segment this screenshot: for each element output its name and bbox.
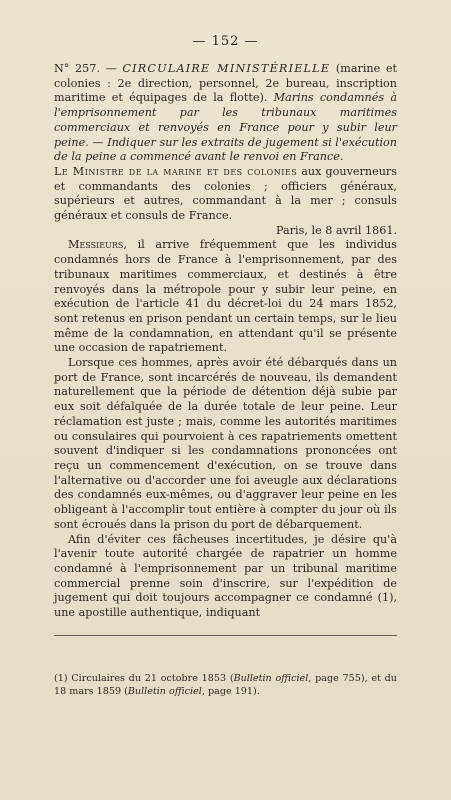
- address-rest: aux gouverneurs et commandants des colonies ; officiers généraux, supérieurs et autres, commandant à la mer ; consuls généraux et consuls de France.: [54, 164, 397, 223]
- footnote-rule: [54, 635, 397, 636]
- paragraph-1-text: , il arrive fréquemment que les individus condamnés hors de France à l'emprisonnement, par des tribunaux maritimes commerciaux, et destinés à être renvoyés dans la métropole pour y subir leur peine, en exécution de l'article 41 du décret-loi du 24 mars 1852, sont retenus en prison pendant un certain temps, sur le lieu même de la condamnation, en attendant qu'il se présente une occasion de rapatriement.: [54, 238, 397, 355]
- footnote: [54, 672, 397, 698]
- footnote-ref-2: Bulletin officiel: [127, 685, 202, 697]
- footnote-text-3: , page 191).: [201, 685, 260, 697]
- circular-subject: Marins condamnés à l'emprisonnement par les tribunaux maritimes commerciaux et renvoyés en France pour y subir leur peine. — Indiquer sur les extraits de jugement si l'exécution de la peine a commencé avant le renvoi en France.: [54, 91, 398, 164]
- circular-heading: [54, 62, 397, 165]
- circular-number: N° 257. —: [54, 62, 117, 75]
- paragraph-1: [54, 238, 397, 356]
- circular-title: CIRCULAIRE MINISTÉRIELLE: [122, 62, 331, 75]
- address-line: [54, 165, 397, 224]
- salutation: Messieurs: [68, 238, 124, 252]
- page-number: — 152 —: [192, 34, 259, 49]
- footnote-ref-1: Bulletin officiel: [233, 672, 309, 684]
- address-lead: Le Ministre de la marine et des colonies: [54, 164, 298, 178]
- footnote-text-2: , page 755), et du 18 mars 1859 (: [54, 672, 397, 697]
- footnote-text-1: (1) Circulaires du 21 octobre 1853 (: [54, 672, 234, 684]
- main-text: [54, 62, 397, 621]
- paragraph-2: Lorsque ces hommes, après avoir été débarqués dans un port de France, sont incarcérés de nouveau, ils demandent naturellement que la période de détention déjà subie par eux soit défalquée de la durée totale de leur peine. Leur réclamation est juste ; mais, comme les autorités maritimes ou consulaires qui pourvoient à ces rapatriements omettent souvent d'indiquer si les condamnations prononcées ont reçu un commencement d'exécution, on se trouve dans l'alternative ou d'accorder une foi aveugle aux déclarations des condamnés eux-mêmes, ou d'aggraver leur peine en les obligeant à l'accomplir tout entière à compter du jour où ils sont écroués dans la prison du port de débarquement.: [54, 356, 397, 531]
- dateline: Paris, le 8 avril 1861.: [276, 223, 397, 237]
- paragraph-3: Afin d'éviter ces fâcheuses incertitudes, je désire qu'à l'avenir toute autorité chargée de rapatrier un homme condamné à l'emprisonnement par un tribunal maritime commercial prenne soin d'inscrire, sur l'expédition de jugement qui doit toujours accompagner ce condamné (1), une apostille authentique, indiquant: [54, 532, 397, 620]
- circular-context: (marine et colonies : 2e direction, personnel, 2e bureau, inscription maritime et équipages de la flotte).: [54, 62, 397, 105]
